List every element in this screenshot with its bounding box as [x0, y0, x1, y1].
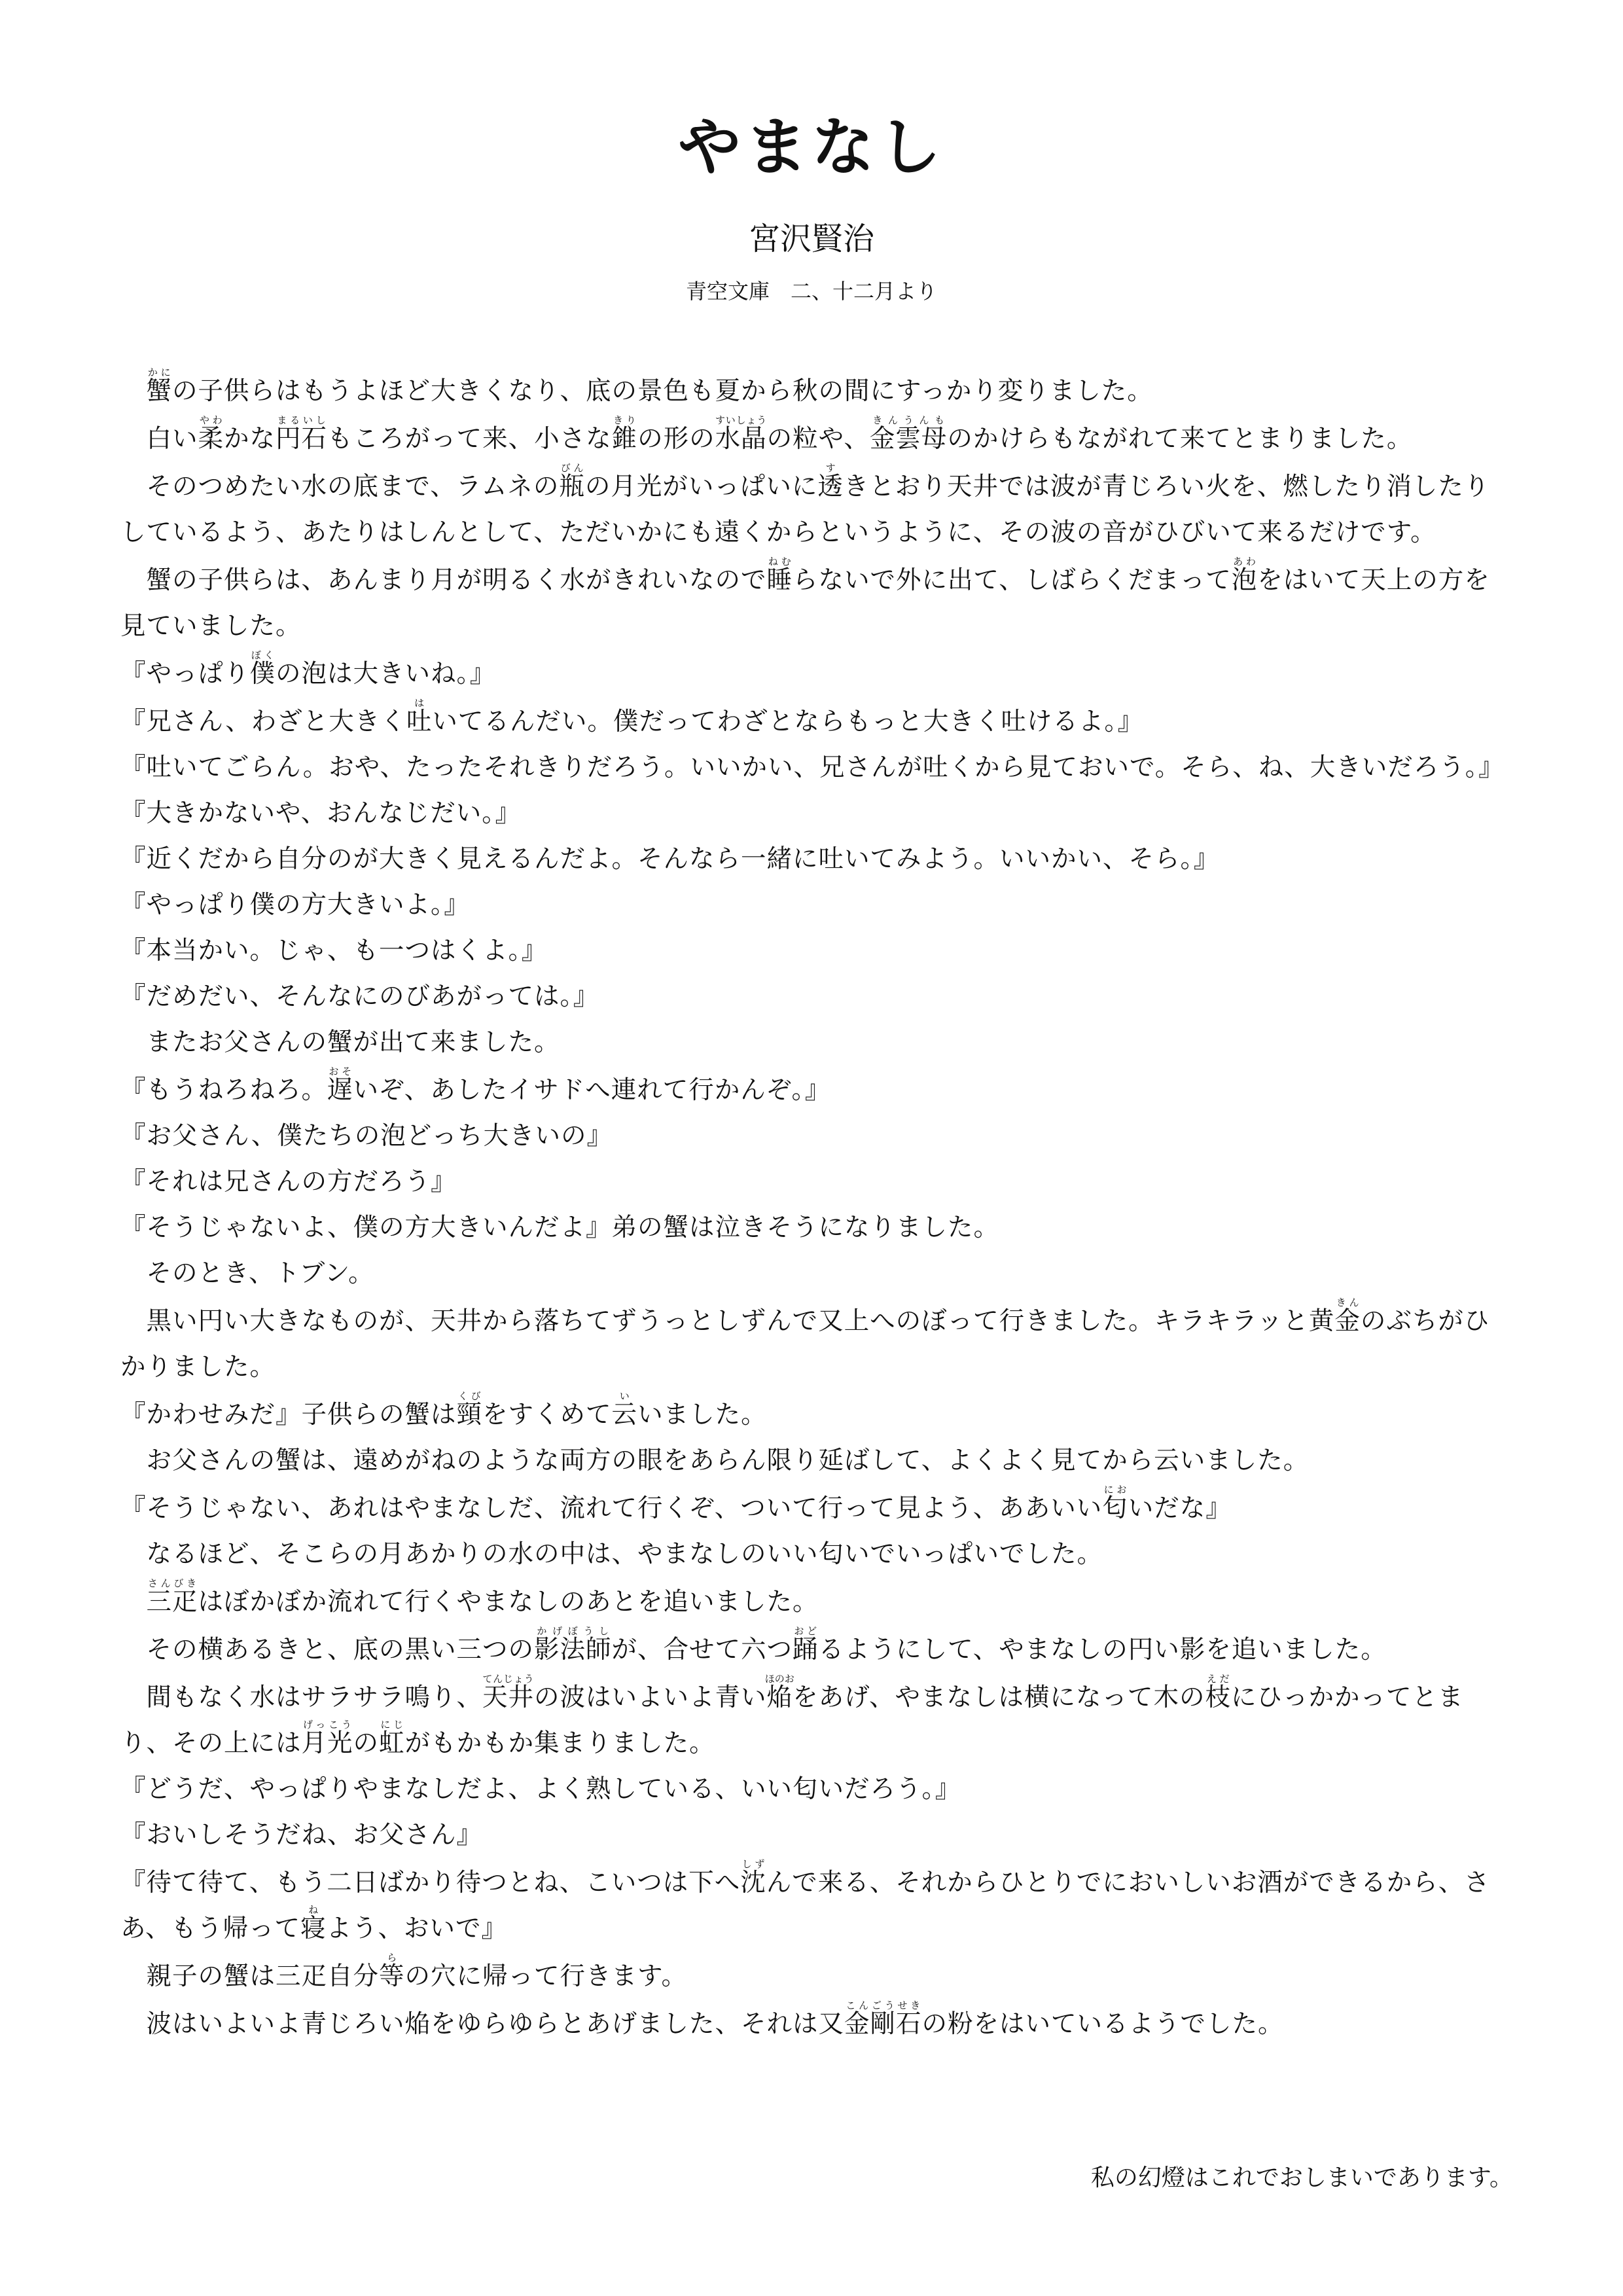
- furigana-reading: は: [406, 697, 433, 709]
- furigana-word: 錐きり: [611, 414, 638, 454]
- furigana-word: 透す: [817, 462, 844, 501]
- furigana-reading: きり: [611, 414, 638, 426]
- story-paragraph: そのつめたい水の底まで、ラムネの瓶びんの月光がいっぱいに透すきとおり天井では波が青じろい火を、燃したり消したりしているよう、あたりはしんとして、ただいかにも遠くからというように、その波の音がひびいて来るだけです。: [120, 462, 1490, 547]
- story-paragraph: 『だめだい、そんなにのびあがっては。』: [120, 982, 599, 1011]
- story-paragraph: そのとき、トブン。: [120, 1259, 374, 1288]
- furigana-word: 僕ぼく: [249, 649, 276, 689]
- furigana-word: 水晶すいしょう: [715, 414, 767, 454]
- furigana-reading: ら: [379, 1952, 405, 1964]
- story-paragraph: 黒い円い大きなものが、天井から落ちてずうっとしずんで又上へのぼって行きました。キラキラッと黄金きんのぶちがひかりました。: [120, 1297, 1490, 1382]
- story-paragraph: 蟹の子供らは、あんまり月が明るく水がきれいなので睡ねむらないで外に出て、しばらくだまって泡あわをはいて天上の方を見ていました。: [120, 556, 1490, 641]
- story-paragraph: 『待て待て、もう二日ばかり待つとね、こいつは下へ沈しずんで来る、それからひとりでにおいしいお酒ができるから、さあ、もう帰って寝ねよう、おいで』: [120, 1858, 1490, 1943]
- furigana-reading: くび: [456, 1390, 483, 1402]
- document-title: やまなし: [678, 111, 945, 184]
- furigana-reading: かげぼうし: [534, 1625, 612, 1637]
- furigana-word: 柔やわ: [198, 414, 224, 454]
- furigana-reading: さんびき: [146, 1577, 198, 1589]
- furigana-word: 虹にじ: [379, 1719, 405, 1758]
- furigana-reading: にじ: [379, 1719, 405, 1731]
- furigana-reading: きんうんも: [869, 414, 948, 426]
- author-name: 宮沢賢治: [748, 221, 874, 257]
- furigana-word: 天井てんじょう: [482, 1673, 535, 1712]
- furigana-word: 円石まるいし: [276, 414, 328, 454]
- story-paragraph: 親子の蟹は三疋自分等らの穴に帰って行きます。: [120, 1952, 687, 1991]
- story-paragraph: 白い柔やわかな円石まるいしもころがって来、小さな錐きりの形の水晶すいしょうの粒や、金雲母きんうんものかけらもながれて来てとまりました。: [120, 414, 1413, 454]
- furigana-reading: すいしょう: [715, 414, 767, 426]
- story-paragraph: 『どうだ、やっぱりやまなしだよ、よく熟している、いい匂いだろう。』: [120, 1774, 961, 1804]
- furigana-word: 金きん: [1334, 1297, 1361, 1336]
- story-paragraph: 『やっぱり僕の方大きいよ。』: [120, 890, 470, 920]
- story-paragraph: 蟹かにの子供らはもうよほど大きくなり、底の景色も夏から秋の間にすっかり変りました。: [146, 367, 1153, 406]
- story-body: [120, 367, 1508, 2047]
- furigana-word: 焔ほのお: [764, 1673, 794, 1712]
- story-paragraph: 三疋さんびきはぼかぼか流れて行くやまなしのあとを追いました。: [146, 1577, 819, 1617]
- furigana-reading: ね: [300, 1904, 327, 1916]
- furigana-reading: てんじょう: [482, 1673, 535, 1685]
- furigana-word: 影法師かげぼうし: [534, 1625, 612, 1664]
- furigana-word: 遅おそ: [327, 1066, 353, 1105]
- story-paragraph: 『そうじゃない、あれはやまなしだ、流れて行くぞ、ついて行って見よう、ああいい匂においだな』: [120, 1484, 1232, 1523]
- story-paragraph: お父さんの蟹は、遠めがねのような両方の眼をあらん限り延ばして、よくよく見てから云いました。: [120, 1446, 1310, 1475]
- furigana-word: 吐は: [406, 697, 433, 736]
- story-paragraph: 『かわせみだ』子供らの蟹は頸くびをすくめて云いいました。: [120, 1390, 767, 1429]
- furigana-word: 睡ねむ: [766, 556, 793, 595]
- furigana-reading: おそ: [327, 1066, 353, 1077]
- source-note: 青空文庫 二、十二月より: [685, 279, 937, 304]
- furigana-word: 頸くび: [456, 1390, 483, 1429]
- furigana-word: 等ら: [379, 1952, 405, 1991]
- story-paragraph: 『大きかないや、おんなじだい。』: [120, 798, 521, 828]
- story-paragraph: 『それは兄さんの方だろう』: [120, 1167, 457, 1196]
- story-paragraph: 『もうねろねろ。遅おそいぞ、あしたイサドへ連れて行かんぞ。』: [120, 1066, 831, 1105]
- furigana-word: 月光げっこう: [301, 1719, 353, 1758]
- furigana-word: 瓶びん: [559, 462, 585, 501]
- furigana-reading: す: [817, 462, 844, 474]
- story-paragraph: 『やっぱり僕ぼくの泡は大きいね。』: [120, 649, 496, 689]
- furigana-reading: げっこう: [301, 1719, 353, 1731]
- furigana-reading: にお: [1102, 1484, 1128, 1496]
- closing-line: 私の幻燈はこれでおしまいであります。: [1090, 2164, 1513, 2191]
- furigana-reading: こんごうせき: [844, 2000, 922, 2011]
- furigana-reading: い: [611, 1390, 638, 1402]
- furigana-word: 沈しず: [740, 1858, 766, 1897]
- story-paragraph: 『本当かい。じゃ、も一つはくよ。』: [120, 936, 548, 965]
- furigana-word: 泡あわ: [1231, 556, 1258, 595]
- story-paragraph: 『吐いてごらん。おや、たったそれきりだろう。いいかい、兄さんが吐くから見ておいで。そら、ね、大きいだろう。』: [120, 753, 1505, 782]
- story-paragraph: 『近くだから自分のが大きく見えるんだよ。そんなら一緒に吐いてみよう。いいかい、そら。』: [120, 844, 1220, 874]
- story-paragraph: またお父さんの蟹が出て来ました。: [120, 1028, 560, 1057]
- furigana-word: 寝ね: [300, 1904, 327, 1943]
- story-paragraph: 『おいしそうだね、お父さん』: [120, 1820, 483, 1850]
- furigana-reading: ねむ: [766, 556, 793, 567]
- furigana-word: 踊おど: [793, 1625, 819, 1664]
- furigana-reading: ほのお: [764, 1673, 794, 1685]
- story-paragraph: 『お父さん、僕たちの泡どっち大きいの』: [120, 1121, 613, 1151]
- furigana-word: 三疋さんびき: [146, 1577, 198, 1617]
- furigana-word: 匂にお: [1102, 1484, 1128, 1523]
- furigana-reading: かに: [146, 367, 173, 378]
- furigana-reading: あわ: [1231, 556, 1258, 567]
- furigana-reading: おど: [793, 1625, 819, 1637]
- furigana-word: 蟹かに: [146, 367, 173, 406]
- story-paragraph: 間もなく水はサラサラ鳴り、天井てんじょうの波はいよいよ青い焔ほのおをあげ、やまなしは横になって木の枝えだにひっかかってとまり、その上には月光げっこうの虹にじがもかもか集まりました。: [120, 1673, 1464, 1758]
- furigana-word: 云い: [611, 1390, 638, 1429]
- furigana-reading: まるいし: [276, 414, 328, 426]
- furigana-word: 金雲母きんうんも: [869, 414, 948, 454]
- story-paragraph: 波はいよいよ青じろい焔をゆらゆらとあげました、それは又金剛石こんごうせきの粉をはいているようでした。: [120, 2000, 1284, 2039]
- furigana-reading: きん: [1334, 1297, 1361, 1308]
- furigana-reading: やわ: [198, 414, 224, 426]
- furigana-reading: ぼく: [249, 649, 276, 661]
- furigana-word: 金剛石こんごうせき: [844, 2000, 922, 2039]
- furigana-reading: えだ: [1205, 1673, 1232, 1685]
- story-paragraph: なるほど、そこらの月あかりの水の中は、やまなしのいい匂いでいっぱいでした。: [120, 1539, 1103, 1569]
- story-paragraph: その横あるきと、底の黒い三つの影法師かげぼうしが、合せて六つ踊おどるようにして、やまなしの円い影を追いました。: [120, 1625, 1387, 1664]
- furigana-word: 枝えだ: [1205, 1673, 1232, 1712]
- story-paragraph: 『兄さん、わざと大きく吐はいてるんだい。僕だってわざとならもっと大きく吐けるよ。』: [120, 697, 1144, 736]
- furigana-reading: しず: [740, 1858, 766, 1870]
- story-paragraph: 『そうじゃないよ、僕の方大きいんだよ』弟の蟹は泣きそうになりました。: [120, 1213, 1000, 1242]
- furigana-reading: びん: [559, 462, 585, 474]
